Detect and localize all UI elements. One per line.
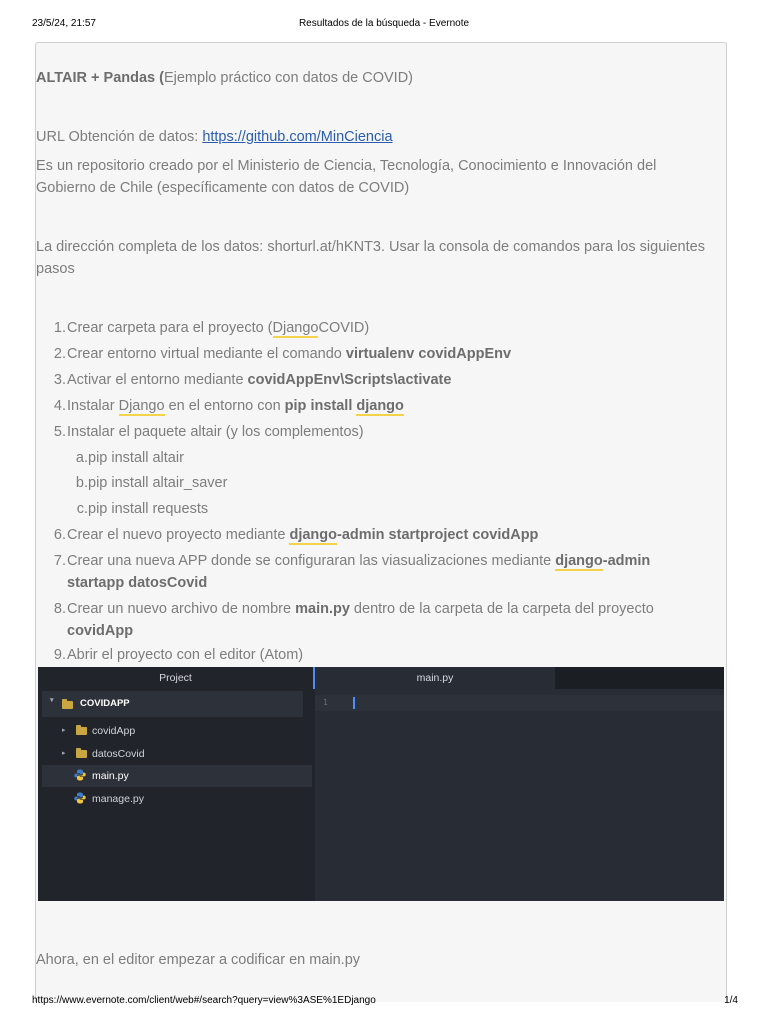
caret-down-icon: ▾ — [50, 697, 54, 704]
line-number: 1 — [323, 698, 328, 707]
code-area[interactable] — [315, 689, 724, 901]
note-body: ALTAIR + Pandas (Ejemplo práctico con datos de COVID) URL Obtención de datos: https://github.com/MinCiencia Es un repositorio creado por el Ministerio de Ciencia, Tecnología, Conocimiento e Innovación del Gobierno de Chile (específicamente con datos de COVID) La dirección completa de los datos: shorturl.at/hKNT3. Usar la consola de comandos para los siguientes pasos 1. Crear carpeta para el proyecto (DjangoCOVID) 2. Crear entorno virtual mediante el comando virtualenv covidAppEnv 3. Activar el entorno mediante covidAppEnv\Scripts\activate 4. Instalar Django en el entorno con pip install django 5. Instalar el paquete altair (y los complementos) a. pip install altair b. pip install altair_saver c. pip install requests 6. Crear el nuevo proyecto mediante django-admin startproject covidApp 7. Crear una nueva APP donde se configuraran las viasualizaciones mediante django-admin startapp datosCovid 8. Crear un nuevo archivo de nombre main.py dentro de la carpeta de la carpeta del proyecto covidApp 9. Abrir el proyecto con el editor (Atom) Project main.py ▾ COVIDAPP ▸ covidApp ▸ datosCovid main.py manage.py 1 Ahora, en el editor empezar a codificar en main.py — [35, 42, 727, 1002]
data-direction: La dirección completa de los datos: shorturl.at/hKNT3. Usar la consola de comandos para los siguientes pasos — [36, 239, 705, 277]
caret-right-icon: ▸ — [62, 727, 66, 734]
folder-icon — [76, 727, 87, 735]
tab-bar-empty — [555, 667, 724, 689]
folder-icon — [62, 701, 73, 709]
active-line — [315, 695, 724, 711]
print-url: https://www.evernote.com/client/web#/search?query=view%3ASE%1EDjango — [32, 995, 376, 1006]
url-line: URL Obtención de datos: https://github.com/MinCiencia — [36, 129, 393, 145]
tree-item-covidapp[interactable]: ▸ covidApp — [42, 720, 312, 742]
tree-item-main-py[interactable]: main.py — [42, 765, 312, 787]
closing-text: Ahora, en el editor empezar a codificar en main.py — [36, 952, 361, 968]
tree-root-folder[interactable]: ▾ COVIDAPP — [42, 691, 303, 717]
page-number: 1/4 — [724, 995, 738, 1006]
python-file-icon — [74, 769, 86, 781]
text-cursor — [353, 697, 355, 709]
editor-screenshot — [38, 667, 724, 901]
github-link[interactable]: https://github.com/MinCiencia — [202, 129, 393, 145]
tree-item-manage-py[interactable]: manage.py — [42, 788, 312, 810]
project-tab[interactable]: Project — [38, 667, 313, 689]
python-file-icon — [74, 792, 86, 804]
print-header — [0, 18, 768, 32]
note-heading: ALTAIR + Pandas (Ejemplo práctico con datos de COVID) — [36, 70, 413, 86]
folder-icon — [76, 750, 87, 758]
main-py-tab[interactable]: main.py — [315, 667, 555, 689]
tree-item-datoscovid[interactable]: ▸ datosCovid — [42, 743, 312, 765]
caret-right-icon: ▸ — [62, 750, 66, 757]
print-title: Resultados de la búsqueda - Evernote — [298, 18, 470, 29]
print-datetime: 23/5/24, 21:57 — [32, 18, 96, 29]
repo-description: Es un repositorio creado por el Ministerio de Ciencia, Tecnología, Conocimiento e Innovación del Gobierno de Chile (específicamente con datos de COVID) — [36, 158, 657, 196]
